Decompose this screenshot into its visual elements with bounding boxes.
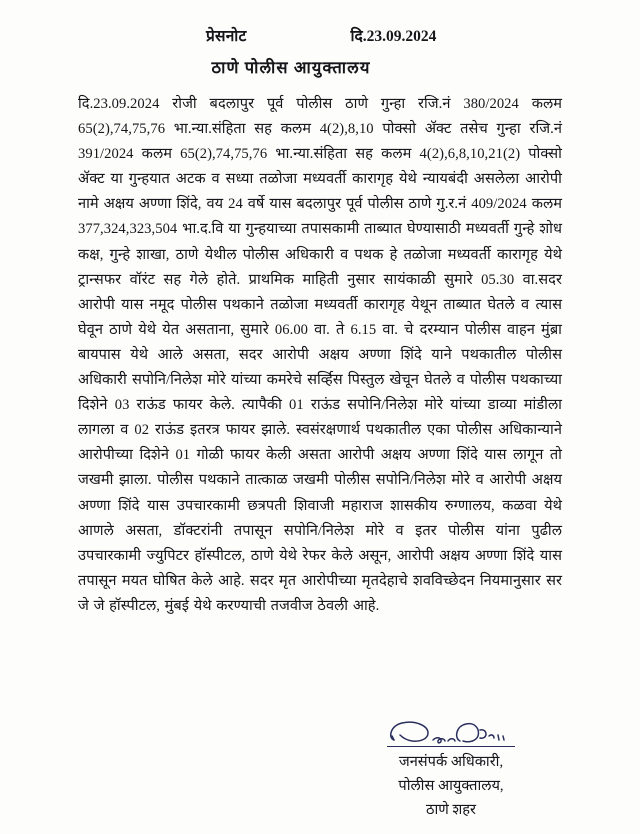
signature-line-2: पोलीस आयुक्तालय, (398, 778, 504, 794)
issuing-office-title: ठाणे पोलीस आयुक्तालय (211, 58, 371, 77)
signature-line-3: ठाणे शहर (426, 802, 476, 818)
body-paragraph: दि.23.09.2024 रोजी बदलापुर पूर्व पोलीस ठाणे गुन्हा रजि.नं 380/2024 कलम 65(2),74,75,76 भा.न्या.संहिता सह कलम 4(2),8,10 पोक्सो ॲक्ट तसेच गुन्हा रजि.नं 391/2024 कलम 65(2),74,75,76 भा.न्या.संहिता सह कलम 4(2),6,8,10,21(2) पोक्सो ॲक्ट या गुन्हयात अटक व सध्या तळोजा मध्यवर्ती कारागृह येथे न्यायबंदी असलेला आरोपी नामे अक्षय अण्णा शिंदे, वय 24 वर्षे यास बदलापुर पूर्व पोलीस ठाणे गु.र.नं 409/2024 कलम 377,324,323,504 भा.द.वि या गुन्हयाच्या तपासकामी ताब्यात घेण्यासाठी मध्यवर्ती गुन्हे शोध कक्ष, गुन्हे शाखा, ठाणे येथील पोलीस अधिकारी व पथक हे तळोजा मध्यवर्ती कारागृह येथे ट्रान्सफर वॉरंट सह गेले होते. प्राथमिक माहिती नुसार सायंकाळी सुमारे 05.30 वा.सदर आरोपी यास नमूद पोलीस पथकाने तळोजा मध्यवर्ती कारागृह येथून ताब्यात घेतले व त्यास घेवून ठाणे येथे येत असताना, सुमारे 06.00 वा. ते 6.15 वा. चे दरम्यान पोलीस वाहन मुंब्रा बायपास येथे आले असता, सदर आरोपी अक्षय अण्णा शिंदे याने पथकातील पोलीस अधिकारी सपोनि/निलेश मोरे यांच्या कमरेचे सर्व्हिस पिस्तुल खेचून घेतले व पोलीस पथकाच्या दिशेने 03 राऊंड फायर केले. त्यापैकी 01 राऊंड सपोनि/निलेश मोरे यांच्या डाव्या मांडीला लागला व 02 राऊंड इतरत्र फायर झाले. स्वसंरक्षणार्थ पथकातील एका पोलीस अधिकान्याने आरोपीच्या दिशेने 01 गोळी फायर केली असता आरोपी अक्षय अण्णा शिंदे यास लागून तो जखमी झाला. पोलीस पथकाने तात्काळ जखमी पोलीस सपोनि/निलेश मोरे व आरोपी अक्षय अण्णा शिंदे यास उपचारकामी छत्रपती शिवाजी महाराज शासकीय रुग्णालय, कळवा येथे आणले असता, डॉक्टरांनी तपासून सपोनि/निलेश मोरे व इतर पोलीस यांना पुढील उपचारकामी ज्युपिटर हॉस्पीटल, ठाणे येथे रेफर केले असून, आरोपी अक्षय अण्णा शिंदे यास तपासून मयत घोषित केले आहे. सदर मृत आरोपीच्या मृतदेहाचे शवविच्छेदन नियमानुसार सर जे जे हॉस्पीटल, मुंबई येथे करण्याची तजवीज ठेवली आहे. (78, 96, 562, 614)
document-body (78, 92, 562, 619)
handwritten-signature-icon (376, 714, 526, 748)
press-note-label: प्रेसनोट (206, 28, 247, 45)
document-date: दि.23.09.2024 (350, 28, 437, 45)
document-header (78, 24, 562, 46)
signature-line-1: जनसंपर्क अधिकारी, (398, 754, 504, 770)
signature-block (336, 714, 566, 822)
signature-designation (336, 750, 566, 822)
